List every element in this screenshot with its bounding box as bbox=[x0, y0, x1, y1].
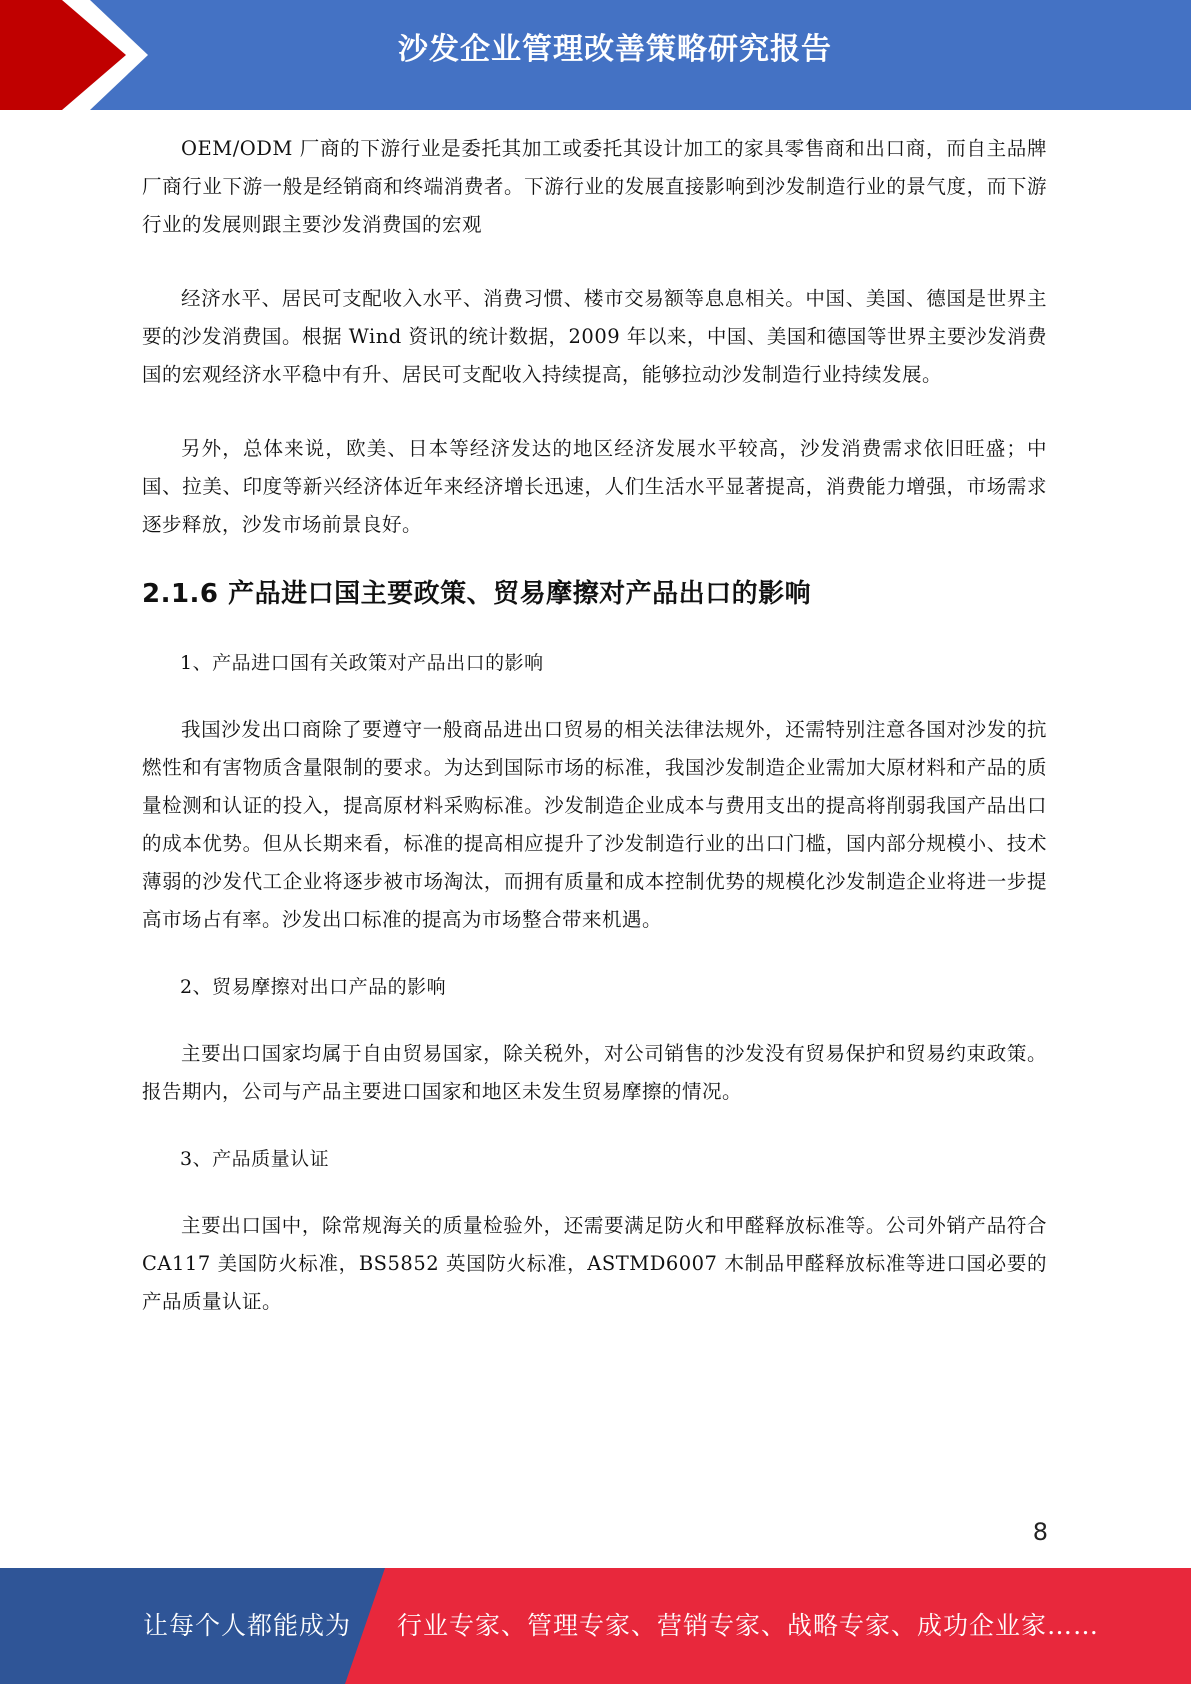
footer-slogan-left: 让每个人都能成为 bbox=[143, 1611, 352, 1640]
section-heading: 2.1.6 产品进口国主要政策、贸易摩擦对产品出口的影响 bbox=[142, 579, 812, 609]
paragraph-quality-certification: 主要出口国中，除常规海关的质量检验外，还需要满足防火和甲醛释放标准等。公司外销产品符合 CA117 美国防火标准，BS5852 英国防火标准，ASTMD6007 木制品甲醛释放标准等进口国必要的产品质量认证。 bbox=[142, 1214, 1047, 1313]
paragraph-export-standards: 我国沙发出口商除了要遵守一般商品进出口贸易的相关法律法规外，还需特别注意各国对沙发的抗燃性和有害物质含量限制的要求。为达到国际市场的标准，我国沙发制造企业需加大原材料和产品的质量检测和认证的投入，提高原材料采购标准。沙发制造企业成本与费用支出的提高将削弱我国产品出口的成本优势。但从长期来看，标准的提高相应提升了沙发制造行业的出口门槛，国内部分规模小、技术薄弱的沙发代工企业将逐步被市场淘汰，而拥有质量和成本控制优势的规模化沙发制造企业将进一步提高市场占有率。沙发出口标准的提高为市场整合带来机遇。 bbox=[142, 718, 1047, 931]
paragraph-trade-friction: 主要出口国家均属于自由贸易国家，除关税外，对公司销售的沙发没有贸易保护和贸易约束政策。报告期内，公司与产品主要进口国家和地区未发生贸易摩擦的情况。 bbox=[142, 1042, 1047, 1103]
page-footer bbox=[0, 1568, 1191, 1684]
paragraph-consumer-countries: 经济水平、居民可支配收入水平、消费习惯、楼市交易额等息息相关。中国、美国、德国是世界主要的沙发消费国。根据 Wind 资讯的统计数据，2009 年以来，中国、美国和德国等世界主要沙发消费国的宏观经济水平稳中有升、居民可支配收入持续提高，能够拉动沙发制造行业持续发展。 bbox=[142, 287, 1047, 386]
page-number: 8 bbox=[1032, 1518, 1048, 1546]
paragraph-downstream-industry: OEM/ODM 厂商的下游行业是委托其加工或委托其设计加工的家具零售商和出口商，而自主品牌厂商行业下游一般是经销商和终端消费者。下游行业的发展直接影响到沙发制造行业的景气度，而下游行业的发展则跟主要沙发消费国的宏观 bbox=[142, 137, 1047, 236]
subheading-trade-friction: 2、贸易摩擦对出口产品的影响 bbox=[180, 976, 447, 998]
subheading-policy: 1、产品进口国有关政策对产品出口的影响 bbox=[180, 652, 544, 674]
subheading-quality-certification: 3、产品质量认证 bbox=[180, 1148, 330, 1170]
footer-slogan-right: 行业专家、管理专家、营销专家、战略专家、成功企业家…… bbox=[397, 1611, 1100, 1640]
page-header bbox=[0, 0, 1191, 110]
page-content bbox=[142, 130, 1047, 1321]
header-arrow-decoration bbox=[0, 0, 160, 110]
paragraph-market-outlook: 另外，总体来说，欧美、日本等经济发达的地区经济发展水平较高，沙发消费需求依旧旺盛；中国、拉美、印度等新兴经济体近年来经济增长迅速，人们生活水平显著提高，消费能力增强，市场需求逐步释放，沙发市场前景良好。 bbox=[142, 437, 1047, 536]
report-title: 沙发企业管理改善策略研究报告 bbox=[398, 32, 832, 67]
